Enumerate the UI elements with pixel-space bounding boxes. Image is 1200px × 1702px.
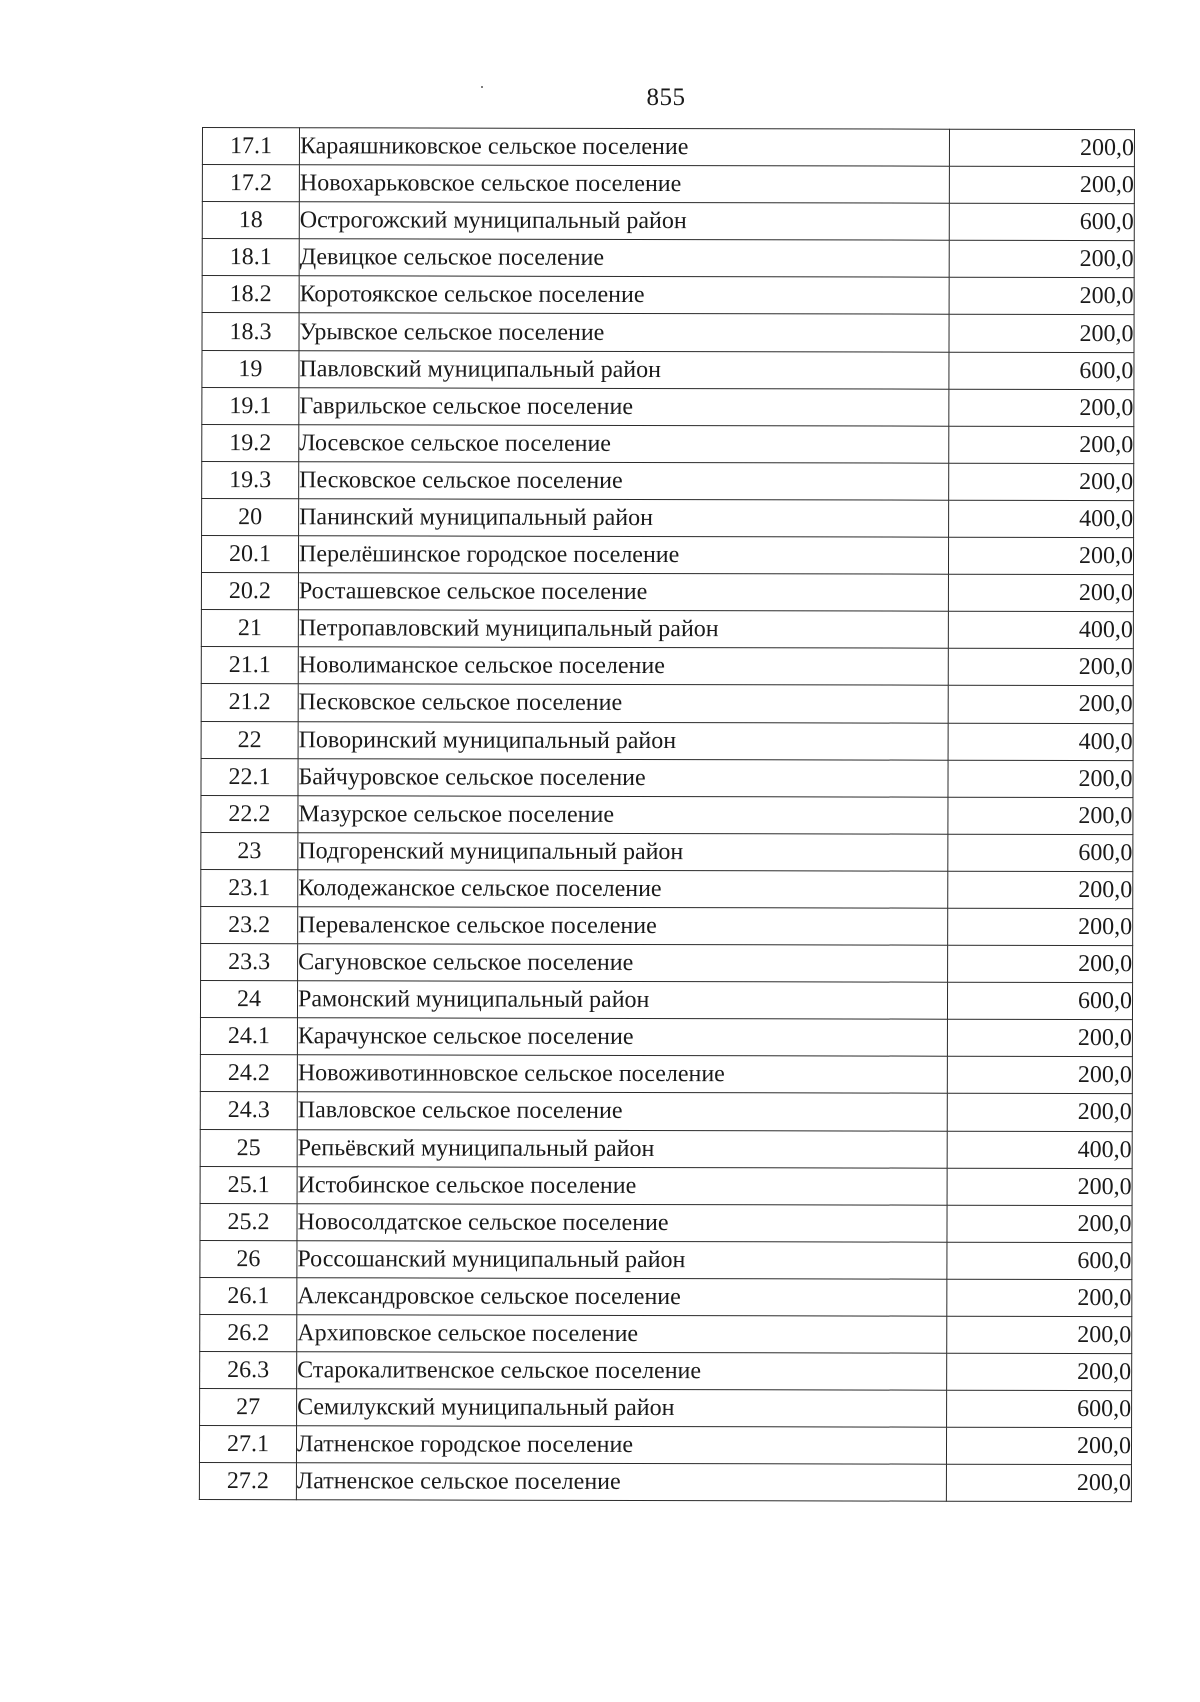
amount-value: 200,0	[949, 389, 1134, 427]
row-number: 27.2	[199, 1463, 296, 1500]
table-row	[201, 684, 1133, 723]
amount-value: 600,0	[949, 203, 1134, 241]
municipality-name: Подгоренский муниципальный район	[298, 833, 948, 872]
table-row	[202, 350, 1134, 389]
amount-value: 600,0	[947, 1242, 1132, 1280]
amount-value: 200,0	[947, 1353, 1132, 1391]
municipality-name: Карачунское сельское поселение	[297, 1018, 947, 1057]
row-number: 26.2	[200, 1314, 297, 1351]
amount-value: 200,0	[948, 574, 1133, 612]
municipality-name: Репьёвский муниципальный район	[297, 1129, 947, 1168]
row-number: 25	[200, 1129, 297, 1166]
table-row	[200, 1203, 1132, 1242]
table-body	[199, 128, 1134, 1503]
table-row	[202, 424, 1134, 463]
row-number: 26	[200, 1240, 297, 1277]
amount-value: 200,0	[949, 278, 1134, 316]
table-row	[201, 758, 1133, 797]
municipality-name: Петропавловский муниципальный район	[298, 610, 948, 649]
row-number: 22.1	[201, 758, 298, 795]
municipality-name: Россошанский муниципальный район	[297, 1241, 947, 1280]
table-row	[202, 202, 1134, 241]
row-number: 19	[202, 350, 299, 387]
amount-value: 400,0	[949, 500, 1134, 538]
amount-value: 200,0	[948, 760, 1133, 798]
amount-value: 200,0	[949, 166, 1134, 204]
municipality-name: Росташевское сельское поселение	[298, 573, 948, 612]
table-row	[201, 647, 1133, 686]
municipality-name: Истобинское сельское поселение	[297, 1166, 947, 1205]
amount-value: 200,0	[947, 1279, 1132, 1317]
table-row	[201, 573, 1133, 612]
scan-speck	[481, 86, 483, 88]
municipality-name: Девицкое сельское поселение	[299, 239, 949, 278]
amount-value: 600,0	[947, 982, 1132, 1020]
row-number: 20.2	[201, 573, 298, 610]
municipality-name: Лосевское сельское поселение	[299, 424, 949, 463]
row-number: 27	[200, 1389, 297, 1426]
row-number: 26.1	[200, 1277, 297, 1314]
amount-value: 200,0	[947, 1168, 1132, 1206]
municipality-name: Гаврильское сельское поселение	[299, 387, 949, 426]
row-number: 24.1	[200, 1018, 297, 1055]
amount-value: 400,0	[948, 723, 1133, 761]
allocation-table	[199, 127, 1135, 1503]
amount-value: 400,0	[947, 1131, 1132, 1169]
amount-value: 200,0	[947, 1094, 1132, 1132]
table-row	[200, 1314, 1132, 1353]
municipality-name: Перелёшинское городское поселение	[298, 536, 948, 575]
table-row	[202, 128, 1134, 167]
row-number: 22.2	[201, 795, 298, 832]
municipality-name: Старокалитвенское сельское поселение	[297, 1352, 947, 1391]
amount-value: 600,0	[948, 834, 1133, 872]
table-row	[201, 721, 1133, 760]
row-number: 17.2	[202, 165, 299, 202]
page-number: 855	[646, 84, 686, 111]
row-number: 24.2	[200, 1055, 297, 1092]
row-number: 24.3	[200, 1092, 297, 1129]
amount-value: 600,0	[947, 1390, 1132, 1428]
row-number: 23.3	[201, 944, 298, 981]
row-number: 18.1	[202, 239, 299, 276]
row-number: 18.2	[202, 276, 299, 313]
table-row	[202, 276, 1134, 315]
row-number: 19.3	[202, 461, 299, 498]
municipality-name: Новосолдатское сельское поселение	[297, 1203, 947, 1242]
table-row	[201, 610, 1133, 649]
municipality-name: Поворинский муниципальный район	[298, 721, 948, 760]
municipality-name: Латненское городское поселение	[296, 1426, 946, 1465]
row-number: 25.1	[200, 1166, 297, 1203]
table-row	[202, 461, 1134, 500]
table-row	[200, 1352, 1132, 1391]
amount-value: 200,0	[948, 908, 1133, 946]
municipality-name: Новохарьковское сельское поселение	[299, 165, 949, 204]
row-number: 22	[201, 721, 298, 758]
municipality-name: Острогожский муниципальный район	[299, 202, 949, 241]
row-number: 23.2	[201, 906, 298, 943]
municipality-name: Новолиманское сельское поселение	[298, 647, 948, 686]
municipality-name: Песковское сельское поселение	[299, 462, 949, 501]
municipality-name: Колодежанское сельское поселение	[298, 870, 948, 909]
row-number: 23	[201, 832, 298, 869]
municipality-name: Латненское сельское поселение	[296, 1463, 946, 1502]
municipality-name: Павловское сельское поселение	[297, 1092, 947, 1131]
row-number: 19.2	[202, 424, 299, 461]
municipality-name: Песковское сельское поселение	[298, 684, 948, 723]
amount-value: 200,0	[947, 1019, 1132, 1057]
row-number: 20.1	[201, 536, 298, 573]
row-number: 20	[202, 498, 299, 535]
municipality-name: Байчуровское сельское поселение	[298, 758, 948, 797]
municipality-name: Павловский муниципальный район	[299, 350, 949, 389]
table-row	[199, 1426, 1131, 1465]
row-number: 18.3	[202, 313, 299, 350]
row-number: 17.1	[202, 128, 299, 165]
amount-value: 200,0	[949, 315, 1134, 353]
amount-value: 200,0	[949, 129, 1134, 167]
row-number: 25.2	[200, 1203, 297, 1240]
municipality-name: Александровское сельское поселение	[297, 1278, 947, 1317]
municipality-name: Семилукский муниципальный район	[297, 1389, 947, 1428]
municipality-name: Архиповское сельское поселение	[297, 1315, 947, 1354]
row-number: 23.1	[201, 869, 298, 906]
municipality-name: Новоживотинновское сельское поселение	[297, 1055, 947, 1094]
table-row	[201, 869, 1133, 908]
amount-value: 200,0	[948, 945, 1133, 983]
table-row	[202, 239, 1134, 278]
municipality-name: Рамонский муниципальный район	[297, 981, 947, 1020]
table-row	[200, 1018, 1132, 1057]
amount-value: 200,0	[946, 1427, 1131, 1465]
amount-value: 200,0	[948, 871, 1133, 909]
amount-value: 200,0	[948, 797, 1133, 835]
table-row	[200, 1129, 1132, 1168]
row-number: 27.1	[199, 1426, 296, 1463]
table-row	[201, 832, 1133, 871]
row-number: 18	[202, 202, 299, 239]
row-number: 26.3	[200, 1352, 297, 1389]
amount-value: 200,0	[949, 463, 1134, 501]
amount-value: 400,0	[948, 611, 1133, 649]
municipality-name: Караяшниковское сельское поселение	[299, 128, 949, 167]
amount-value: 200,0	[948, 537, 1133, 575]
row-number: 24	[200, 981, 297, 1018]
table-row	[200, 1092, 1132, 1131]
table-row	[200, 1166, 1132, 1205]
amount-value: 200,0	[949, 426, 1134, 464]
amount-value: 200,0	[947, 1316, 1132, 1354]
amount-value: 600,0	[949, 352, 1134, 390]
row-number: 21.2	[201, 684, 298, 721]
amount-value: 200,0	[946, 1465, 1131, 1503]
amount-value: 200,0	[948, 649, 1133, 687]
municipality-name: Коротоякское сельское поселение	[299, 276, 949, 315]
row-number: 21.1	[201, 647, 298, 684]
table-row	[201, 906, 1133, 945]
municipality-name: Мазурское сельское поселение	[298, 795, 948, 834]
amount-value: 200,0	[947, 1205, 1132, 1243]
table-row	[200, 1055, 1132, 1094]
amount-value: 200,0	[949, 240, 1134, 278]
municipality-name: Панинский муниципальный район	[299, 499, 949, 538]
municipality-name: Переваленское сельское поселение	[298, 907, 948, 946]
table-row	[202, 313, 1134, 352]
municipality-name: Урывское сельское поселение	[299, 313, 949, 352]
table-row	[201, 536, 1133, 575]
amount-value: 200,0	[947, 1057, 1132, 1095]
table-row	[202, 387, 1134, 426]
table-row	[200, 1277, 1132, 1316]
table-row	[201, 944, 1133, 983]
table-row	[200, 1389, 1132, 1428]
table-row	[200, 1240, 1132, 1279]
table-row	[200, 981, 1132, 1020]
table-row	[201, 795, 1133, 834]
amount-value: 200,0	[948, 686, 1133, 724]
municipality-name: Сагуновское сельское поселение	[298, 944, 948, 983]
row-number: 19.1	[202, 387, 299, 424]
table-row	[202, 165, 1134, 204]
table-row	[199, 1463, 1131, 1502]
table-row	[202, 498, 1134, 537]
row-number: 21	[201, 610, 298, 647]
